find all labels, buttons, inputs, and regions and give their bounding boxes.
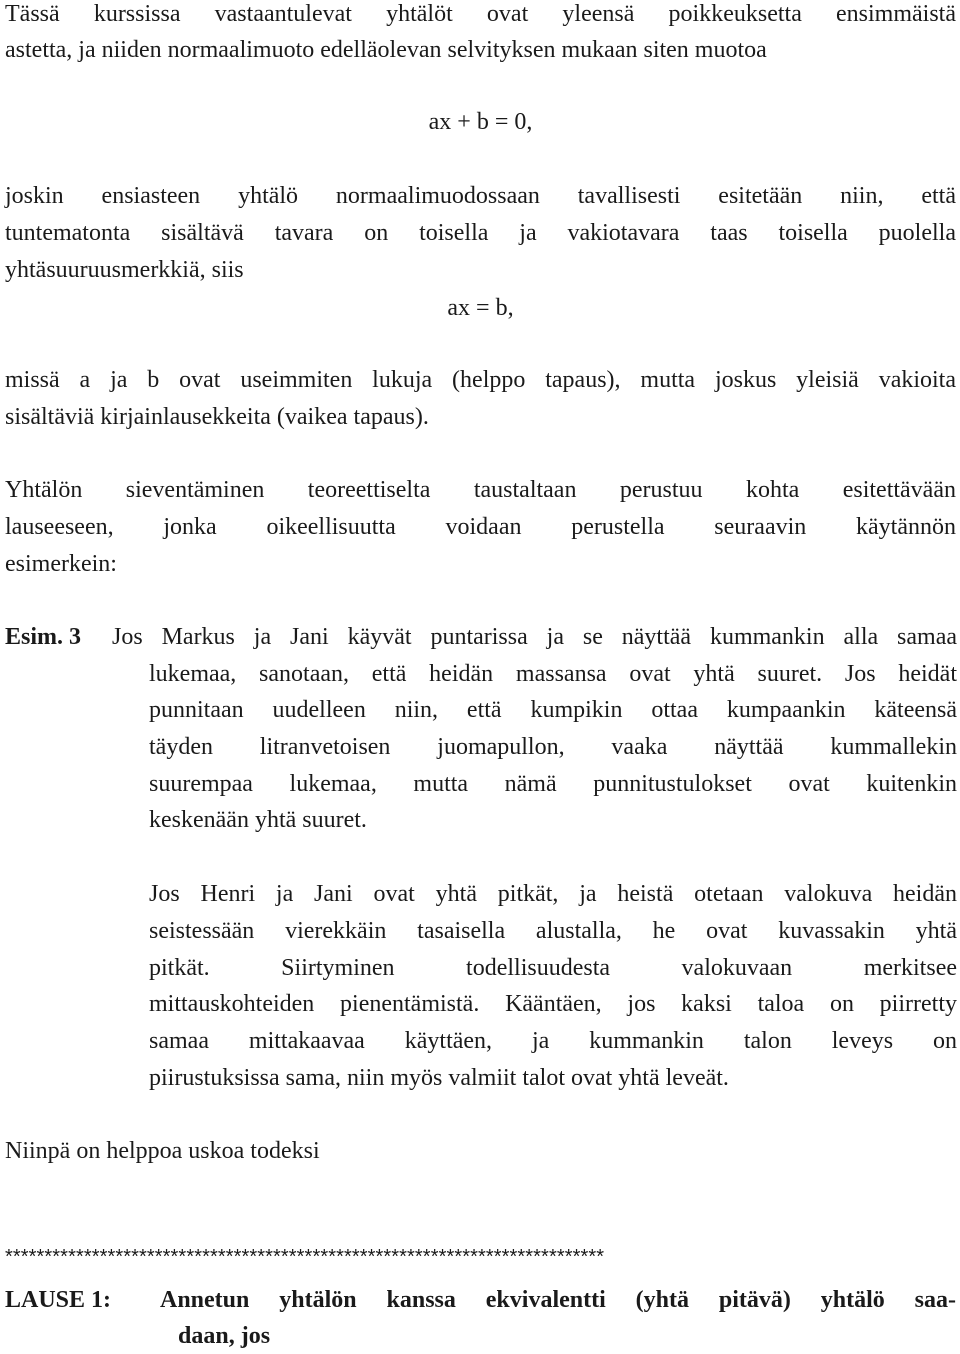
example-part-1-line-2: lukemaa, sanotaan, että heidän massansa ovat yhtä suuret. Jos heidät	[149, 661, 957, 687]
example-label-text: Esim.	[5, 624, 64, 650]
theorem-line-2: daan, jos	[178, 1323, 271, 1349]
theorem-line-1: Annetun yhtälön kanssa ekvivalentti (yhtä pitävä) yhtälö saa-	[160, 1287, 956, 1313]
example-part-1-line-1: Jos Markus ja Jani käyvät puntarissa ja se näyttää kummankin alla samaa	[112, 624, 957, 650]
paragraph-3-line-2: sisältäviä kirjainlausekkeita (vaikea tapaus).	[5, 404, 429, 430]
paragraph-1-line-2: astetta, ja niiden normaalimuoto edelläolevan selvityksen mukaan siten muotoa	[5, 37, 767, 63]
example-number: 3	[69, 624, 82, 650]
example-part-1-line-3: punnitaan uudelleen niin, että kumpikin ottaa kumpaankin käteensä	[149, 697, 957, 723]
paragraph-2-line-3: yhtäsuuruusmerkkiä, siis	[5, 257, 244, 283]
paragraph-2-line-1: joskin ensiasteen yhtälö normaalimuodossaan tavallisesti esitetään niin, että	[5, 183, 956, 209]
equation-2: ax = b,	[447, 295, 514, 321]
example-part-1-line-6: keskenään yhtä suuret.	[149, 807, 367, 833]
example-part-2-line-1: Jos Henri ja Jani ovat yhtä pitkät, ja heistä otetaan valokuva heidän	[149, 881, 957, 907]
paragraph-1-line-1: Tässä kurssissa vastaantulevat yhtälöt ovat yleensä poikkeuksetta ensimmäistä	[5, 1, 956, 27]
equation-1: ax + b = 0,	[428, 109, 533, 135]
paragraph-3-line-1: missä a ja b ovat useimmiten lukuja (helppo tapaus), mutta joskus yleisiä vakioita	[5, 367, 956, 393]
paragraph-4-line-1: Yhtälön sieventäminen teoreettiselta taustaltaan perustuu kohta esitettävään	[5, 477, 956, 503]
example-part-2-line-3: pitkät. Siirtyminen todellisuudesta valokuvaan merkitsee	[149, 955, 957, 981]
example-part-2-line-5: samaa mittakaavaa käyttäen, ja kummankin talon leveys on	[149, 1028, 957, 1054]
example-part-1-line-5: suurempaa lukemaa, mutta nämä punnitustulokset ovat kuitenkin	[149, 771, 957, 797]
example-part-1-line-4: täyden litranvetoisen juomapullon, vaaka näyttää kummallekin	[149, 734, 957, 760]
example-part-2-line-4: mittauskohteiden pienentämistä. Kääntäen, jos kaksi taloa on piirretty	[149, 991, 957, 1017]
conclusion-text: Niinpä on helppoa uskoa todeksi	[5, 1138, 320, 1164]
separator-stars: ****************************************************************************	[5, 1246, 605, 1268]
paragraph-4-line-3: esimerkein:	[5, 551, 117, 577]
example-part-2-line-2: seistessään vierekkäin tasaisella alustalla, he ovat kuvassakin yhtä	[149, 918, 957, 944]
example-part-2-line-6: piirustuksissa sama, niin myös valmiit talot ovat yhtä leveät.	[149, 1065, 729, 1091]
paragraph-4-line-2: lauseeseen, jonka oikeellisuutta voidaan perustella seuraavin käytännön	[5, 514, 956, 540]
theorem-label: LAUSE 1:	[5, 1287, 112, 1313]
paragraph-2-line-2: tuntematonta sisältävä tavara on toisella ja vakiotavara taas toisella puolella	[5, 220, 956, 246]
